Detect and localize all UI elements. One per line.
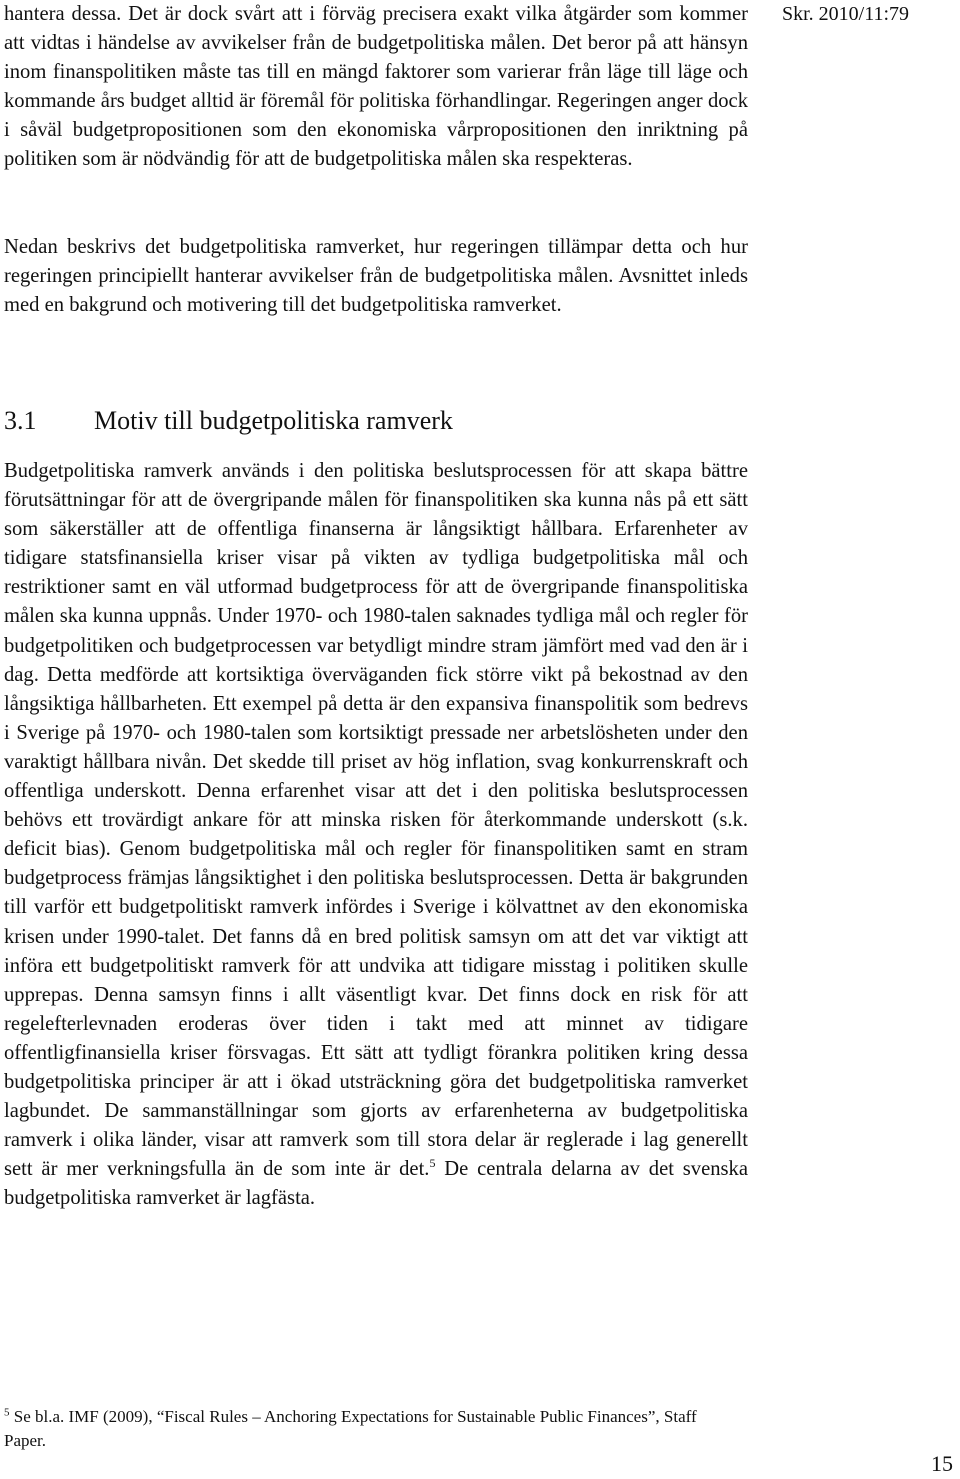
- section-title: Motiv till budgetpolitiska ramverk: [94, 406, 453, 435]
- footnote: [4, 1405, 704, 1453]
- section-body: [4, 457, 748, 1213]
- paragraph-overview: Nedan beskrivs det budgetpolitiska ramverket, hur regeringen tillämpar detta och hur regeringen principiellt hanterar avvikelser från de budgetpolitiska målen. Avsnittet inleds med en bakgrund och motivering till det budgetpolitiska ramverket.: [4, 236, 748, 317]
- footnote-text: Se bl.a. IMF (2009), “Fiscal Rules – Anchoring Expectations for Sustainable Public Finances”, Staff Paper.: [4, 1407, 697, 1450]
- document-reference: Skr. 2010/11:79: [782, 3, 910, 25]
- footnote-number: 5: [4, 1406, 10, 1419]
- section-number: 3.1: [4, 406, 37, 435]
- section-heading: [4, 404, 453, 438]
- footnote-reference[interactable]: 5: [429, 1156, 436, 1171]
- section-body-end: De centrala delarna av det svenska budgetpolitiska ramverket är lagfästa.: [4, 1158, 748, 1210]
- paragraph-intro: hantera dessa. Det är dock svårt att i förväg precisera exakt vilka åtgärder som kommer att vidtas i händelse av avvikelser från de budgetpolitiska målen. Det beror på att hänsyn inom finanspolitiken måste tas till en mängd faktorer som varierar från läge till läge och kommande års budget alltid är föremål för politiska förhandlingar. Regeringen anger dock i såväl budgetpropositionen som den ekonomiska vårpropositionen den inriktning på politiken som är nödvändig för att de budgetpolitiska målen ska respekteras.: [4, 3, 748, 171]
- page-number: 15: [931, 1451, 953, 1476]
- section-body-text: Budgetpolitiska ramverk används i den politiska beslutsprocessen för att skapa bättre förutsättningar för att de övergripande målen för finanspolitiken ska kunna nås på ett sätt som säkerställer att de offentliga finanserna är långsiktigt hållbara. Erfarenheter av tidigare statsfinansiella kriser visar på vikten av tydliga budgetpolitiska mål och restriktioner samt en väl utformad budgetprocess för att de övergripande finanspolitiska målen ska kunna uppnås. Under 1970- och 1980-talen saknades tydliga mål och regler för budgetpolitiken och budgetprocessen var betydligt mindre stram jämfört med vad den är i dag. Detta medförde att kortsiktiga överväganden fick större vikt på bekostnad av den långsiktiga hållbarheten. Ett exempel på detta är den expansiva finanspolitik som bedrevs i Sverige på 1970- och 1980-talen som kortsiktigt pressade ner arbetslösheten under den varaktigt hållbara nivån. Det skedde till priset av hög inflation, svag konkurrenskraft och offentliga underskott. Denna erfarenhet visar att det i den politiska beslutsprocessen behövs ett trovärdigt ankare för att minska risken för återkommande underskott (s.k. deficit bias). Genom budgetpolitiska mål och regler för finanspolitiken samt en stram budgetprocess främjas långsiktighet i den politiska beslutsprocessen. Detta är bakgrunden till varför ett budgetpolitiskt ramverk infördes i Sverige i kölvattnet av den ekonomiska krisen under 1990-talet. Det fanns då en bred politisk samsyn om att det var viktigt att införa ett budgetpolitiskt ramverk för att undvika att tidigare misstag i politiken skulle upprepas. Denna samsyn finns i allt väsentligt kvar. Det finns dock en risk för att regelefterlevnaden eroderas över tiden i takt med att minnet av tidigare offentligfinansiella kriser försvagas. Ett sätt att tydligt förankra politiken kring dessa budgetpolitiska principer är att i ökad utsträckning göra det budgetpolitiska ramverket lagbundet. De sammanställningar som gjorts av erfarenheterna av budgetpolitiska ramverk i olika länder, visar att ramverk som till stora delar är reglerade i lag generellt sett är mer verkningsfulla än de som inte är det.: [4, 460, 748, 1181]
